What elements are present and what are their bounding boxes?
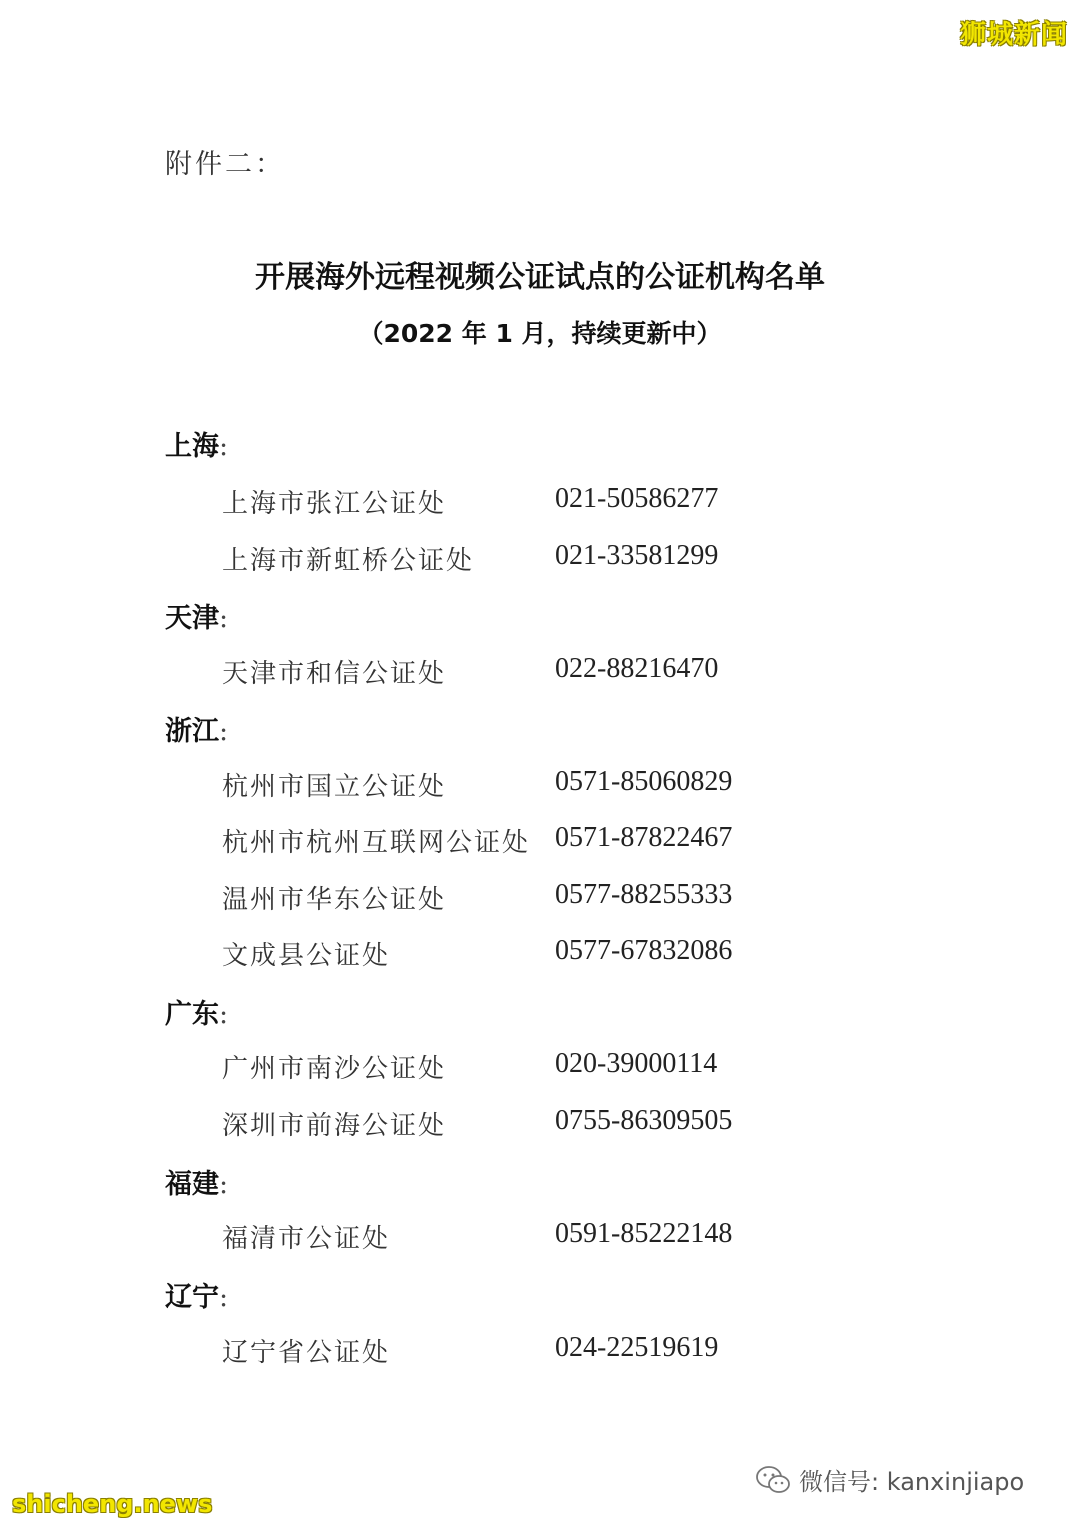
office-name: 辽宁省公证处 — [222, 1338, 391, 1368]
office-name: 天津市和信公证处 — [222, 659, 447, 689]
document-subtitle: （2022 年 1 月，持续更新中） — [358, 319, 722, 348]
office-phone: 0571-87822467 — [555, 822, 733, 853]
office-phone: 0577-67832086 — [555, 935, 733, 966]
document-title: 开展海外远程视频公证试点的公证机构名单 — [255, 260, 825, 295]
site-watermark-top: 狮城新闻 — [959, 20, 1068, 50]
office-name: 福清市公证处 — [222, 1224, 391, 1254]
office-phone: 024-22519619 — [555, 1332, 719, 1363]
office-phone: 020-39000114 — [555, 1048, 718, 1079]
office-phone: 0755-86309505 — [555, 1105, 733, 1136]
region-heading-liaoning: 辽宁: — [165, 1282, 229, 1313]
office-name: 上海市新虹桥公证处 — [222, 546, 475, 576]
office-phone: 021-50586277 — [555, 483, 719, 514]
office-name: 温州市华东公证处 — [222, 885, 447, 915]
attachment-label: 附件二： — [165, 149, 285, 180]
office-phone: 0571-85060829 — [555, 766, 733, 797]
office-name: 上海市张江公证处 — [222, 489, 447, 519]
office-phone: 0591-85222148 — [555, 1218, 733, 1249]
office-name: 深圳市前海公证处 — [222, 1111, 447, 1141]
office-phone: 0577-88255333 — [555, 879, 733, 910]
wechat-label: 微信号: kanxinjiapo — [799, 1468, 1025, 1496]
region-heading-tianjin: 天津: — [165, 603, 229, 634]
region-heading-fujian: 福建: — [165, 1169, 229, 1200]
wechat-id — [755, 1462, 1024, 1497]
site-watermark-bottom: shicheng.news — [12, 1490, 213, 1518]
region-heading-zhejiang: 浙江: — [165, 716, 229, 747]
region-heading-guangdong: 广东: — [165, 999, 229, 1030]
office-phone: 021-33581299 — [555, 540, 719, 571]
wechat-icon — [755, 1465, 791, 1495]
region-heading-shanghai: 上海: — [165, 431, 229, 462]
office-name: 杭州市杭州互联网公证处 — [222, 828, 531, 858]
office-phone: 022-88216470 — [555, 653, 719, 684]
office-name: 杭州市国立公证处 — [222, 772, 447, 802]
office-name: 文成县公证处 — [222, 941, 391, 971]
office-name: 广州市南沙公证处 — [222, 1054, 447, 1084]
